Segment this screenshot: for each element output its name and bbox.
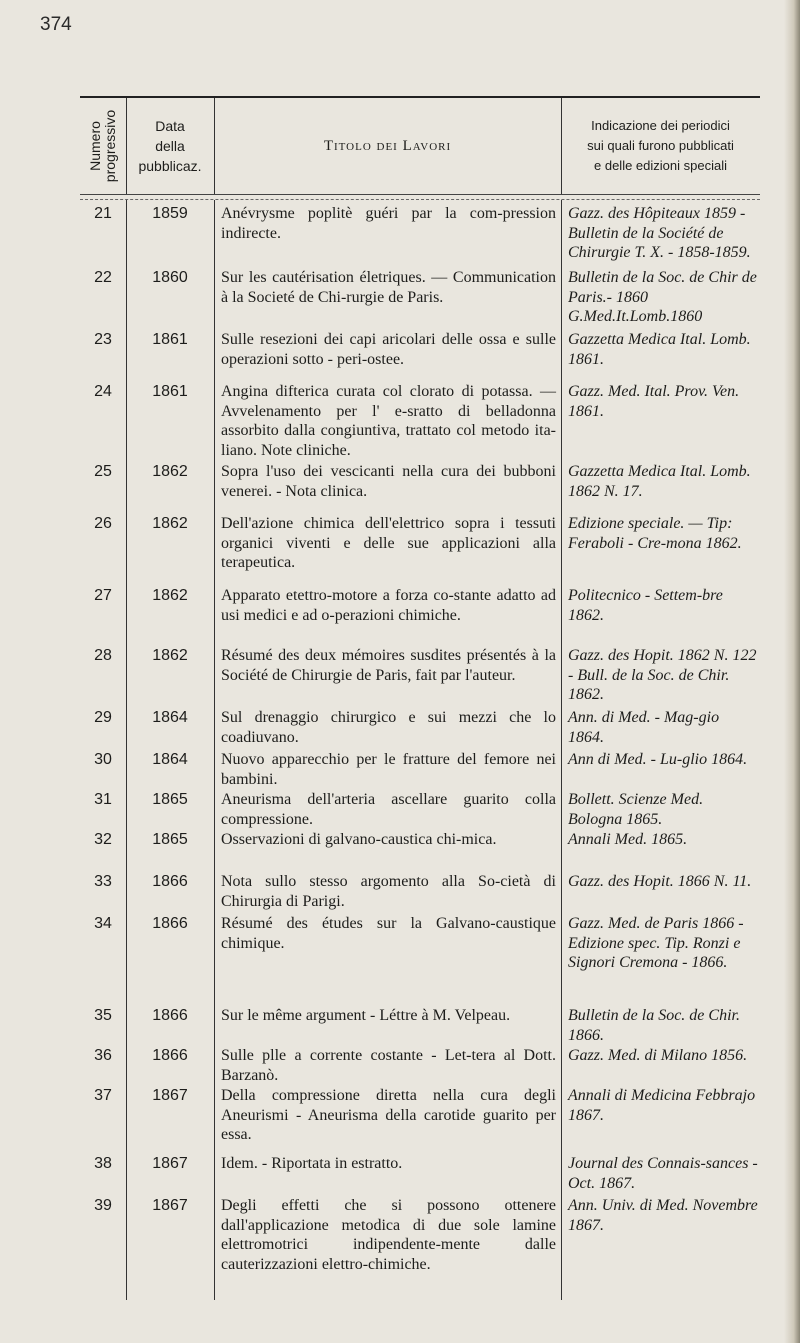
row-title: Aneurisma dell'arteria ascellare guarito colla compressione. — [221, 791, 556, 828]
row-number: 33 — [94, 873, 112, 890]
column-divider — [214, 200, 215, 1300]
column-divider — [126, 98, 127, 194]
row-number: 37 — [94, 1087, 112, 1104]
row-date: 1866 — [152, 1047, 188, 1064]
row-title: Anévrysme poplitè guéri par la com-pression indirecte. — [221, 205, 556, 242]
row-title: Nota sullo stesso argomento alla So-cietà di Chirurgia di Parigi. — [221, 873, 556, 910]
header-title: Titolo dei Lavori — [323, 137, 452, 154]
row-date: 1867 — [152, 1197, 188, 1214]
row-source: Gazz. des Hôpiteaux 1859 - Bulletin de la Société de Chirurgie T. X. - 1858-1859. — [568, 205, 751, 261]
row-date: 1862 — [152, 515, 188, 532]
row-date: 1867 — [152, 1155, 188, 1172]
row-number: 24 — [94, 383, 112, 400]
bibliography-table — [80, 96, 760, 1300]
row-number: 36 — [94, 1047, 112, 1064]
row-title: Della compressione diretta nella cura degli Aneurismi - Aneurisma della carotide guarito per essa. — [221, 1087, 556, 1143]
row-number: 32 — [94, 831, 112, 848]
row-number: 21 — [94, 205, 112, 222]
row-source: Gazz. des Hopit. 1862 N. 122 - Bull. de la Soc. de Chir. 1862. — [568, 647, 757, 703]
row-title: Angina difterica curata col clorato di potassa. — Avvelenamento per l' e-sratto di belladonna assorbito dalla congiuntiva, trattato col metodo ita-liano. Note cliniche. — [221, 383, 556, 459]
header-source: Indicazione dei periodici sui quali furono pubblicati e delle edizioni speciali — [587, 118, 734, 173]
row-title: Résumé des études sur la Galvano-caustique chimique. — [221, 915, 556, 952]
row-number: 28 — [94, 647, 112, 664]
row-source: Gazz. Med. di Milano 1856. — [568, 1047, 748, 1064]
row-title: Osservazioni di galvano-caustica chi-mica. — [221, 831, 497, 848]
row-date: 1864 — [152, 751, 188, 768]
row-source: Gazz. Med. Ital. Prov. Ven. 1861. — [568, 383, 740, 420]
row-source: Ann. di Med. - Mag-gio 1864. — [568, 709, 720, 746]
table-header — [80, 96, 760, 194]
row-title: Idem. - Riportata in estratto. — [221, 1155, 403, 1172]
row-source: Annali di Medicina Febbrajo 1867. — [568, 1087, 756, 1124]
row-source: Gazz. des Hopit. 1866 N. 11. — [568, 873, 752, 890]
column-divider — [214, 98, 215, 194]
row-number: 23 — [94, 331, 112, 348]
row-source: Edizione speciale. — Tip: Feraboli - Cre-mona 1862. — [568, 515, 742, 552]
row-date: 1866 — [152, 915, 188, 932]
row-date: 1865 — [152, 831, 188, 848]
row-date: 1864 — [152, 709, 188, 726]
column-divider — [561, 200, 562, 1300]
row-number: 30 — [94, 751, 112, 768]
header-number: Numero progressivo — [87, 109, 118, 183]
row-number: 26 — [94, 515, 112, 532]
row-source: Ann di Med. - Lu-glio 1864. — [568, 751, 748, 768]
row-title: Dell'azione chimica dell'elettrico sopra i tessuti organici viventi e delle sue applicazioni alla terapeutica. — [221, 515, 556, 571]
row-source: Annali Med. 1865. — [568, 831, 688, 848]
row-date: 1862 — [152, 587, 188, 604]
row-source: Gazz. Med. de Paris 1866 - Edizione spec. Tip. Ronzi e Signori Cremona - 1866. — [568, 915, 744, 971]
row-date: 1862 — [152, 647, 188, 664]
row-date: 1865 — [152, 791, 188, 808]
row-source: Gazzetta Medica Ital. Lomb. 1862 N. 17. — [568, 463, 751, 500]
row-number: 39 — [94, 1197, 112, 1214]
row-title: Sulle resezioni dei capi aricolari delle ossa e sulle operazioni sotto - peri-ostee. — [221, 331, 556, 368]
row-source: Gazzetta Medica Ital. Lomb. 1861. — [568, 331, 751, 368]
row-number: 35 — [94, 1007, 112, 1024]
row-source: Ann. Univ. di Med. Novembre 1867. — [568, 1197, 758, 1234]
row-date: 1866 — [152, 873, 188, 890]
row-title: Nuovo apparecchio per le fratture del femore nei bambini. — [221, 751, 556, 788]
row-date: 1860 — [152, 269, 188, 286]
row-title: Sopra l'uso dei vescicanti nella cura dei bubboni venerei. - Nota clinica. — [221, 463, 556, 500]
row-number: 27 — [94, 587, 112, 604]
row-number: 25 — [94, 463, 112, 480]
row-number: 22 — [94, 269, 112, 286]
page-number: 374 — [40, 14, 72, 35]
row-date: 1862 — [152, 463, 188, 480]
row-date: 1867 — [152, 1087, 188, 1104]
row-source: Bulletin de la Soc. de Chir de Paris.- 1860 G.Med.It.Lomb.1860 — [568, 269, 757, 325]
row-title: Sur les cautérisation életriques. — Communication à la Societé de Chi-rurgie de Paris. — [221, 269, 556, 306]
row-source: Journal des Connais-sances - Oct. 1867. — [568, 1155, 758, 1192]
row-date: 1866 — [152, 1007, 188, 1024]
row-source: Politecnico - Settem-bre 1862. — [568, 587, 723, 624]
row-number: 38 — [94, 1155, 112, 1172]
row-date: 1861 — [152, 331, 188, 348]
row-title: Sulle plle a corrente costante - Let-tera al Dott. Barzanò. — [221, 1047, 556, 1084]
row-source: Bulletin de la Soc. de Chir. 1866. — [568, 1007, 740, 1044]
row-title: Apparato etettro-motore a forza co-stante adatto ad usi medici e ad o-perazioni chimiche. — [221, 587, 556, 624]
row-title: Sur le même argument - Léttre à M. Velpeau. — [221, 1007, 511, 1024]
row-date: 1859 — [152, 205, 188, 222]
row-number: 34 — [94, 915, 112, 932]
row-source: Bollett. Scienze Med. Bologna 1865. — [568, 791, 704, 828]
row-title: Degli effetti che si possono ottenere dall'applicazione metodica di due sole lamine elettromotrici indipendente-mente dalle cauterizzazioni elettro-chimiche. — [221, 1197, 556, 1273]
table-body — [80, 200, 760, 1300]
row-date: 1861 — [152, 383, 188, 400]
row-title: Sul drenaggio chirurgico e sui mezzi che lo coadiuvano. — [221, 709, 556, 746]
row-title: Résumé des deux mémoires susdites présentés à la Société de Chirurgie de Paris, fait par l'auteur. — [221, 647, 556, 684]
row-number: 29 — [94, 709, 112, 726]
row-number: 31 — [94, 791, 112, 808]
column-divider — [561, 98, 562, 194]
header-date: Data della pubblicaz. — [138, 118, 202, 174]
page-edge-shadow — [784, 0, 800, 1343]
